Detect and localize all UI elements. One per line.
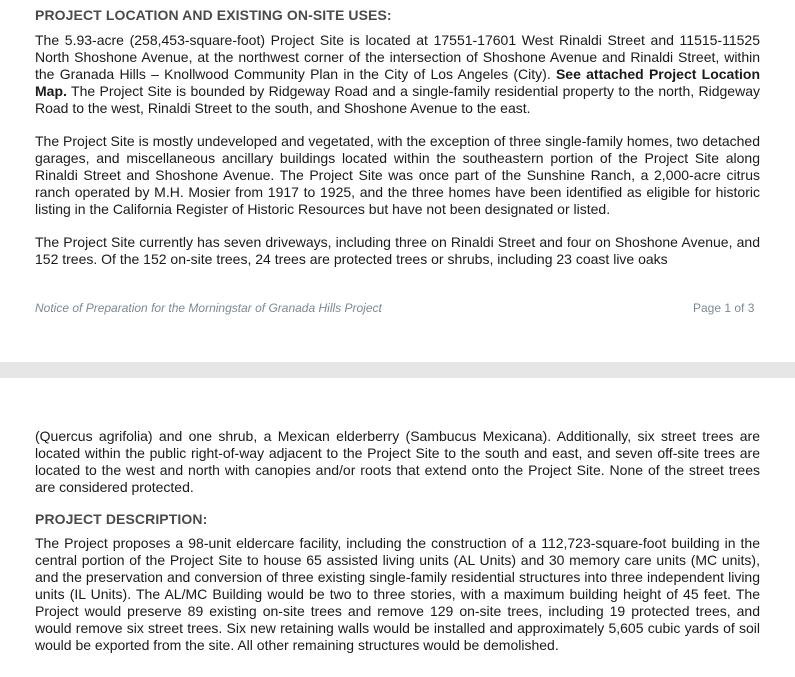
document-page-2 — [0, 378, 795, 677]
paragraph-existing-uses: The Project Site is mostly undeveloped and vegetated, with the exception of three single-family homes, two detached garages, and miscellaneous ancillary buildings located within the southeastern portion of the Project Site along Rinaldi Street and Shoshone Avenue. The Project Site was once part of the Sunshine Ranch, a 2,000-acre citrus ranch operated by M.H. Mosier from 1917 to 1925, and the three homes have been identified as eligible for historic listing in the California Register of Historic Resources but have not been designated or listed. — [35, 133, 760, 217]
paragraph-driveways-trees: The Project Site currently has seven driveways, including three on Rinaldi Street and four on Shoshone Avenue, and 152 trees. Of the 152 on-site trees, 24 trees are protected trees or shrubs, including 23 coast live oaks — [35, 234, 760, 267]
paragraph-location-text-1: The 5.93-acre (258,453-square-foot) Project Site is located at 17551-17601 West Rinaldi Street and 11515-11525 North Shoshone Avenue, at the northwest corner of the intersection of Shoshone Avenue and Rinaldi Street, within the Granada Hills – Knollwood Community Plan in the City of Los Angeles (City). — [35, 32, 760, 82]
paragraph-location-text-2: The Project Site is bounded by Ridgeway Road and a single-family residential property to the north, Ridgeway Road to the west, Rinaldi Street to the south, and Shoshone Avenue to the east. — [35, 83, 760, 116]
section-heading-location: PROJECT LOCATION AND EXISTING ON-SITE USES: — [35, 7, 392, 23]
paragraph-project-description: The Project proposes a 98-unit eldercare facility, including the construction of a 112,723-square-foot building in the central portion of the Project Site to house 65 assisted living units (AL Units) and 30 memory care units (MC units), and the preservation and conversion of three existing single-family residential structures into three independent living units (IL Units). The AL/MC Building would be two to three stories, with a maximum building height of 45 feet. The Project would preserve 89 existing on-site trees and remove 129 on-site trees, including 19 protected trees, and would remove six street trees. Six new retaining walls would be installed and approximately 5,605 cubic yards of soil would be exported from the site. All other remaining structures would be demolished. — [35, 535, 760, 653]
map-reference: See attached Project Location Map. — [35, 66, 760, 99]
footer-page-number: Page 1 of 3 — [693, 301, 755, 315]
paragraph-trees-continued: (Quercus agrifolia) and one shrub, a Mexican elderberry (Sambucus Mexicana). Additionally, six street trees are located within the public right-of-way adjacent to the Project Site to the south and east, and seven off-site trees are located to the west and north with canopies and/or roots that extend onto the Project Site. None of the street trees are considered protected. — [35, 428, 760, 495]
section-heading-project-description: PROJECT DESCRIPTION: — [35, 511, 208, 527]
paragraph-location — [35, 32, 760, 117]
page-separator — [0, 362, 795, 378]
footer-document-title: Notice of Preparation for the Morningstar of Granada Hills Project — [35, 301, 382, 315]
